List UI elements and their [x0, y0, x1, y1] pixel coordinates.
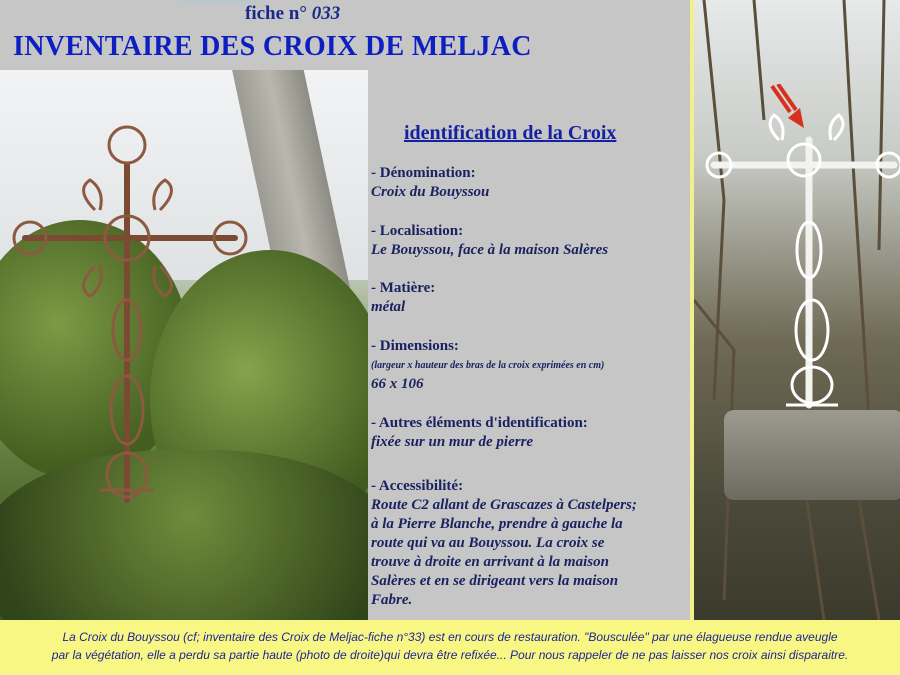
field-value-line: trouve à droite en arrivant à la maison [371, 554, 609, 570]
rusted-cross-icon [0, 70, 368, 620]
caption-banner [0, 620, 900, 675]
section-title: identification de la Croix [404, 122, 617, 144]
field-value: Croix du Bouyssou [371, 184, 490, 200]
field-denomination [371, 164, 489, 202]
caption-line-2: par la végétation, elle a perdu sa partie haute (photo de droite)qui devra être refixée... Pour nous rappeler de ne pas laisser nos croix ainsi disparaitre. [51, 648, 849, 662]
field-dimensions [371, 337, 604, 394]
field-label: - Dénomination: [371, 165, 476, 181]
field-label: - Accessibilité: [371, 478, 464, 494]
field-value-line: Salères et en se dirigeant vers la maison [371, 573, 619, 589]
fiche-label: fiche n° [245, 3, 307, 24]
left-photo-rusted-cross [0, 70, 368, 620]
field-value-line: route qui va au Bouyssou. La croix se [371, 535, 605, 551]
page-title: INVENTAIRE DES CROIX DE MELJAC [13, 31, 532, 62]
field-label: - Autres éléments d'identification: [371, 415, 588, 431]
field-value: métal [371, 299, 406, 315]
field-value-line: Fabre. [371, 592, 413, 608]
fiche-number [245, 3, 340, 25]
field-value-line: à la Pierre Blanche, prendre à gauche la [371, 516, 623, 532]
field-label: - Dimensions: [371, 338, 459, 354]
fiche-number-value: 033 [311, 3, 341, 24]
field-note: (largeur x hauteur des bras de la croix exprimées en cm) [371, 360, 605, 371]
field-label: - Matière: [371, 280, 436, 296]
field-autres [371, 414, 588, 452]
field-value: Le Bouyssou, face à la maison Salères [371, 242, 609, 258]
field-label: - Localisation: [371, 223, 464, 239]
field-localisation [371, 222, 608, 260]
field-accessibilite [371, 477, 693, 610]
field-matiere [371, 279, 435, 317]
field-value-line: Route C2 allant de Grascazes à Castelpers; [371, 497, 637, 513]
field-value: 66 x 106 [371, 376, 424, 392]
red-arrow-icon [770, 84, 810, 130]
field-value: fixée sur un mur de pierre [371, 434, 534, 450]
caption-line-1: La Croix du Bouyssou (cf; inventaire des Croix de Meljac-fiche n°33) est en cours de restauration. "Bousculée" par une élagueuse rendue aveugle [62, 630, 838, 644]
